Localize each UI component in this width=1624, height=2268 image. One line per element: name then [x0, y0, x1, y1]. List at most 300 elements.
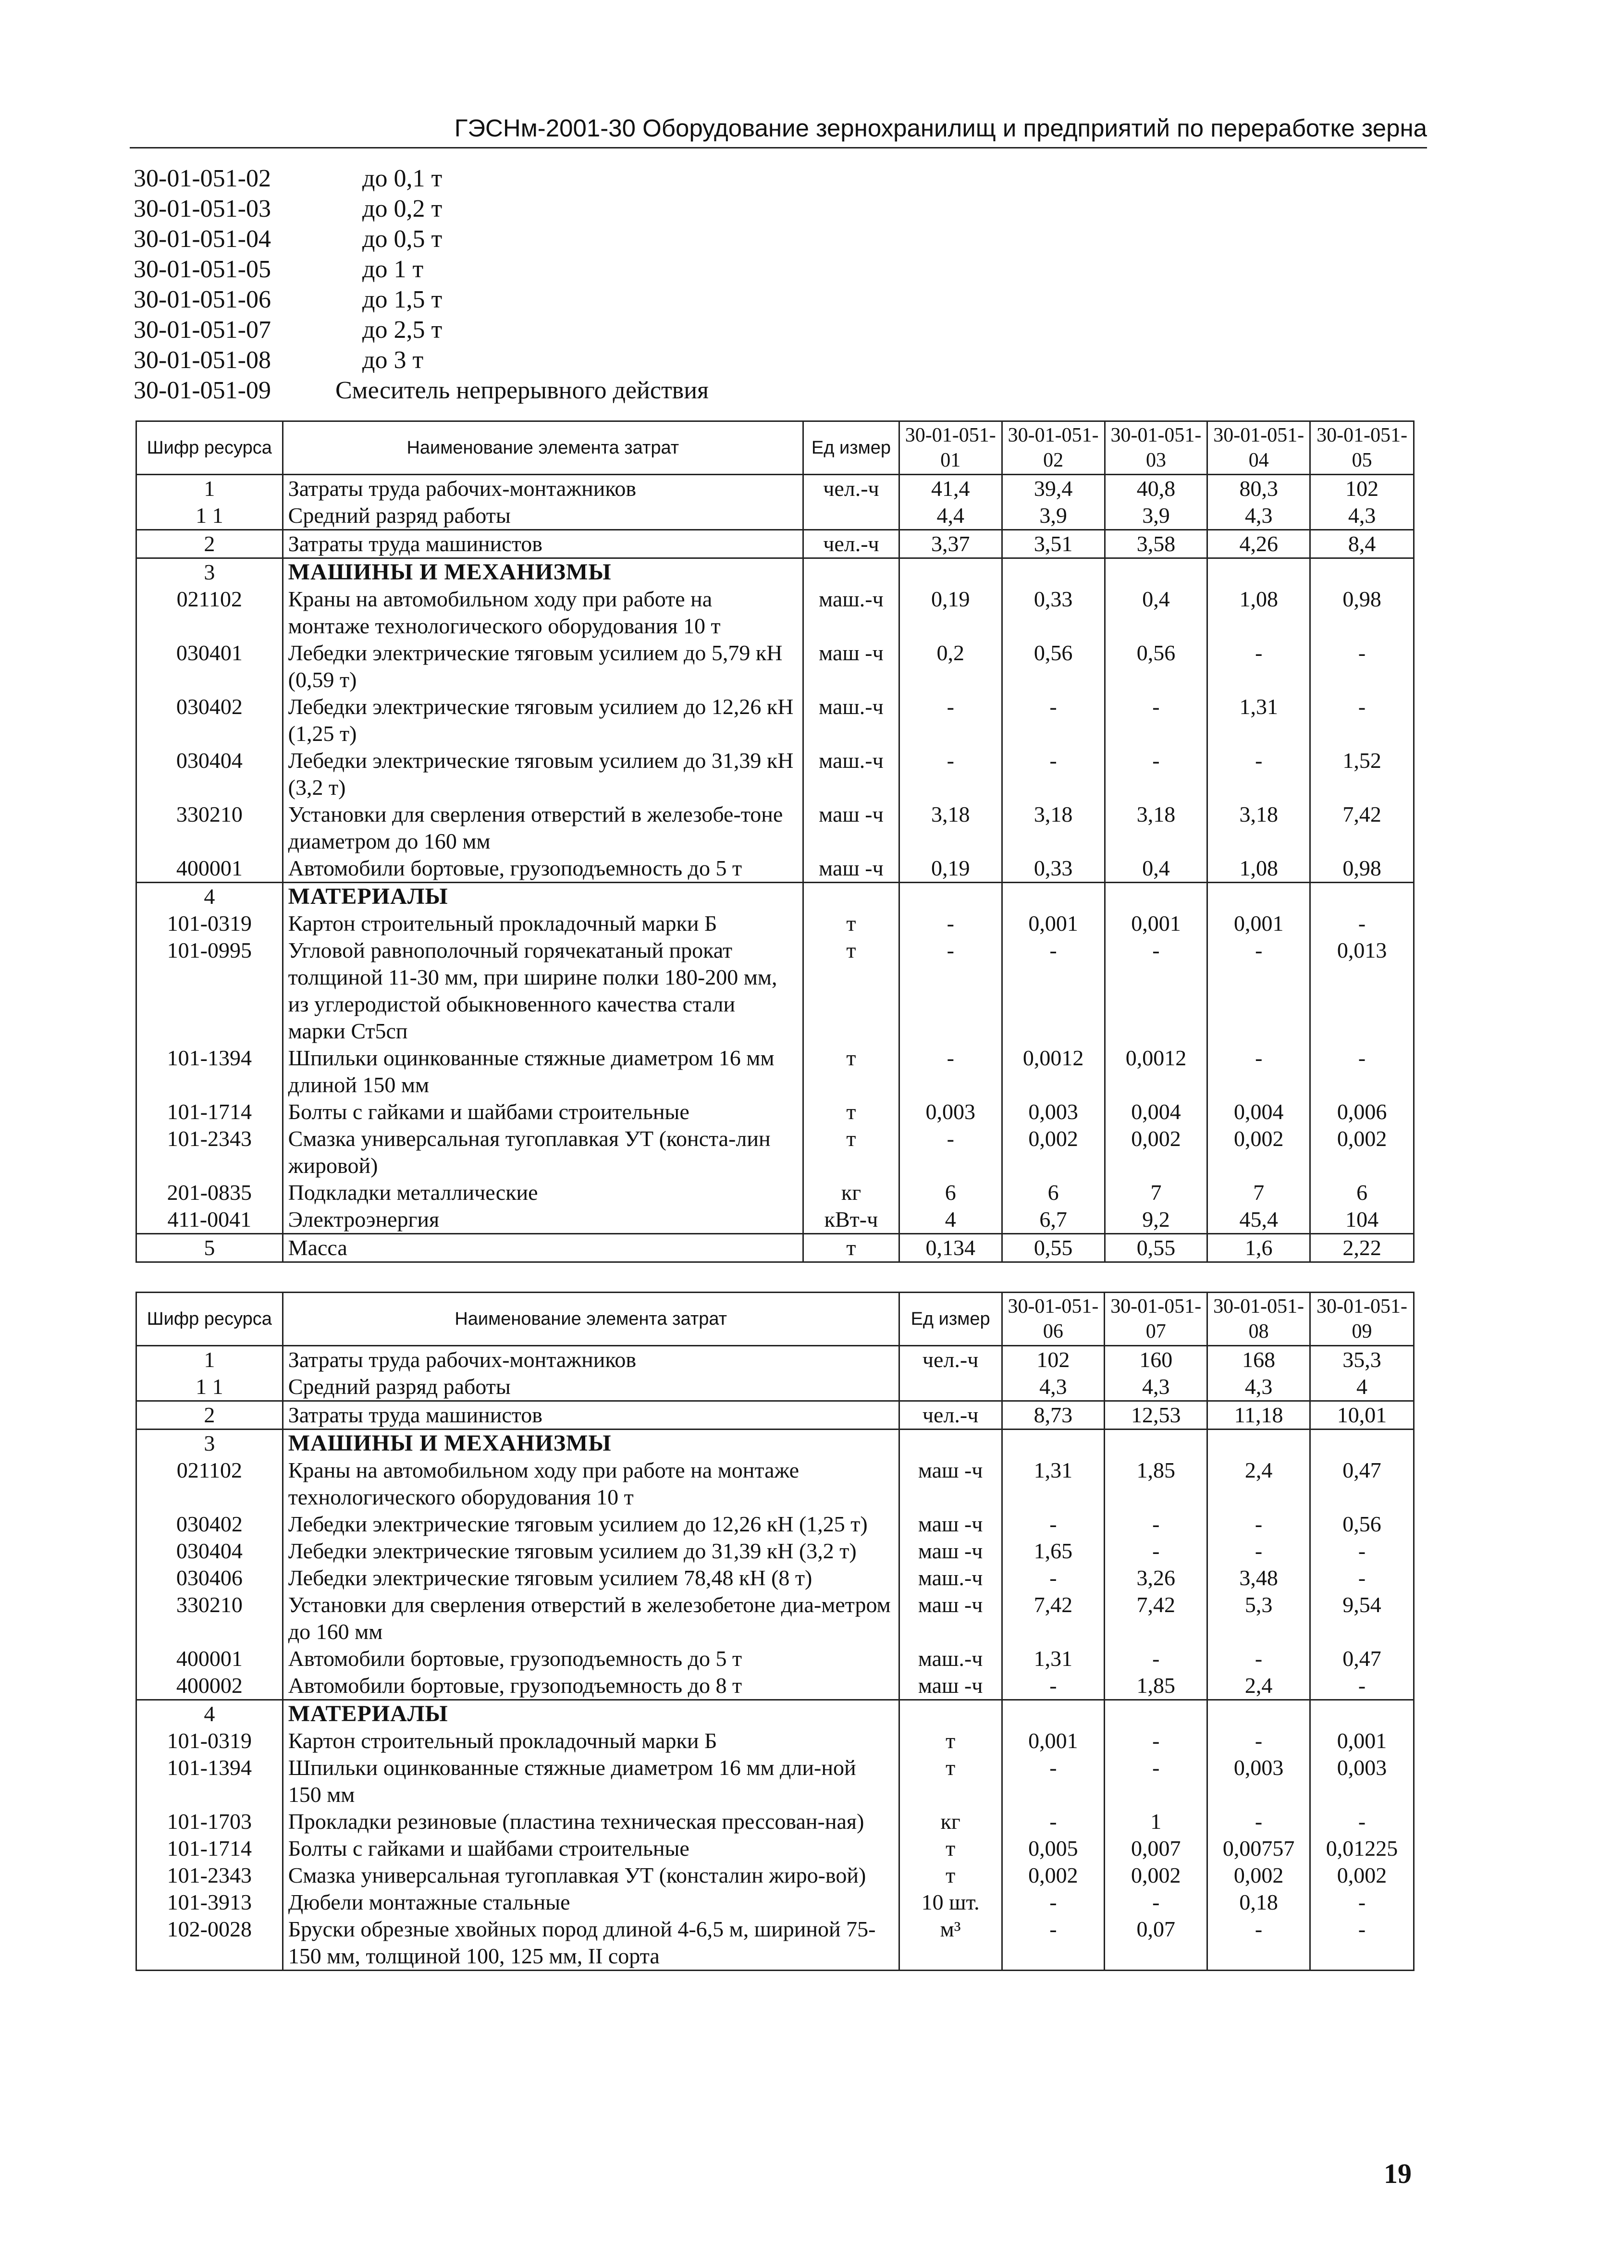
code-desc: Смеситель непрерывного действия	[335, 377, 709, 404]
resource-name: Картон строительный прокладочный марки Б	[283, 910, 803, 937]
resource-value: 4	[899, 1206, 1002, 1234]
resource-code: 400001	[136, 855, 283, 883]
resource-value: 0,002	[1002, 1862, 1105, 1889]
resource-value	[1105, 1700, 1207, 1728]
resource-value: -	[1105, 937, 1207, 1045]
resource-value: 11,18	[1207, 1401, 1310, 1430]
resource-value: 45,4	[1207, 1206, 1310, 1234]
resource-value: 1,31	[1002, 1457, 1105, 1511]
page-header	[130, 111, 1427, 148]
resource-value: -	[1105, 693, 1207, 747]
resource-code: 4	[136, 1700, 283, 1728]
resource-name: Средний разряд работы	[283, 1373, 899, 1401]
resource-name: Лебедки электрические тяговым усилием до 12,26 кН (1,25 т)	[283, 1511, 899, 1538]
table-row	[136, 1645, 1414, 1672]
code-desc: до 0,2 т	[362, 195, 443, 222]
resource-value: -	[1310, 693, 1414, 747]
column-header: 30-01-051-02	[1002, 421, 1105, 475]
resource-value: -	[899, 1125, 1002, 1179]
resource-unit: маш.-ч	[803, 693, 899, 747]
resource-unit: маш.-ч	[803, 586, 899, 640]
resource-unit: маш -ч	[803, 640, 899, 693]
resource-unit: чел.-ч	[899, 1346, 1002, 1374]
resource-value: 5,3	[1207, 1591, 1310, 1645]
resource-value: 0,004	[1105, 1098, 1207, 1125]
resource-value: 0,003	[899, 1098, 1002, 1125]
resource-value: -	[1310, 1538, 1414, 1565]
resource-unit: маш -ч	[803, 801, 899, 855]
resource-value: 0,01225	[1310, 1835, 1414, 1862]
resource-unit: чел.-ч	[803, 530, 899, 558]
resource-value: 0,002	[1310, 1125, 1414, 1179]
resource-unit	[803, 502, 899, 530]
resource-value	[1002, 1700, 1105, 1728]
resource-value: 3,48	[1207, 1565, 1310, 1591]
table-row	[136, 1727, 1414, 1754]
code-id: 30-01-051-06	[134, 286, 271, 313]
resource-value: 2,22	[1310, 1234, 1414, 1262]
resource-value: 0,001	[1002, 1727, 1105, 1754]
resource-value: 6	[1310, 1179, 1414, 1206]
resource-value: -	[1310, 1916, 1414, 1971]
page-number: 19	[1384, 2158, 1412, 2189]
resource-value: 3,18	[899, 801, 1002, 855]
resource-code: 1 1	[136, 1373, 283, 1401]
resource-name: Лебедки электрические тяговым усилием до 12,26 кН (1,25 т)	[283, 693, 803, 747]
resource-name: МАШИНЫ И МЕХАНИЗМЫ	[283, 558, 803, 586]
table-row	[136, 1591, 1414, 1645]
resource-value: -	[899, 747, 1002, 801]
resource-value: 4,3	[1207, 1373, 1310, 1401]
table-row	[136, 1835, 1414, 1862]
resource-value: 4,3	[1105, 1373, 1207, 1401]
table-row	[136, 1206, 1414, 1234]
resource-value: 0,002	[1105, 1862, 1207, 1889]
resource-code: 400002	[136, 1672, 283, 1700]
resource-code: 5	[136, 1234, 283, 1262]
resource-value	[1207, 1430, 1310, 1457]
resource-value: -	[1207, 1511, 1310, 1538]
resource-unit	[899, 1373, 1002, 1401]
resource-value: 0,004	[1207, 1098, 1310, 1125]
resource-value: 7	[1105, 1179, 1207, 1206]
resource-value: 0,0012	[1002, 1045, 1105, 1098]
resource-value: 3,58	[1105, 530, 1207, 558]
table-row	[136, 801, 1414, 855]
resource-value: 0,001	[1310, 1727, 1414, 1754]
table-row	[136, 1808, 1414, 1835]
resource-value: 9,54	[1310, 1591, 1414, 1645]
table-row	[136, 1511, 1414, 1538]
resource-unit: т	[803, 1045, 899, 1098]
resource-value: 0,55	[1002, 1234, 1105, 1262]
resource-value	[1002, 558, 1105, 586]
resource-name: МАТЕРИАЛЫ	[283, 883, 803, 911]
resource-value: 41,4	[899, 475, 1002, 503]
resource-value	[1310, 883, 1414, 911]
resource-value: 0,18	[1207, 1889, 1310, 1916]
resource-code: 101-3913	[136, 1889, 283, 1916]
resource-value: 0,19	[899, 855, 1002, 883]
table-row	[136, 693, 1414, 747]
resource-code: 102-0028	[136, 1916, 283, 1971]
resource-value: 102	[1002, 1346, 1105, 1374]
resource-unit: т	[803, 1234, 899, 1262]
resource-value: -	[1105, 747, 1207, 801]
table-row	[136, 530, 1414, 558]
column-header: 30-01-051-08	[1207, 1293, 1310, 1346]
resource-code: 101-1394	[136, 1045, 283, 1098]
resource-value: -	[1002, 1672, 1105, 1700]
resource-value: 0,001	[1105, 910, 1207, 937]
resource-value: 0,47	[1310, 1457, 1414, 1511]
resource-code: 101-0319	[136, 1727, 283, 1754]
code-desc: до 2,5 т	[362, 316, 443, 344]
resource-value: 9,2	[1105, 1206, 1207, 1234]
resource-code: 021102	[136, 1457, 283, 1511]
table-row	[136, 586, 1414, 640]
resource-value: -	[1002, 693, 1105, 747]
resource-value: 3,37	[899, 530, 1002, 558]
code-id: 30-01-051-03	[134, 195, 271, 222]
resource-value: 7,42	[1105, 1591, 1207, 1645]
resource-value: 0,003	[1002, 1098, 1105, 1125]
resource-value: -	[1105, 1889, 1207, 1916]
resource-value: -	[1002, 1889, 1105, 1916]
resource-value: -	[1207, 1645, 1310, 1672]
resource-value: 0,006	[1310, 1098, 1414, 1125]
table-row	[136, 1430, 1414, 1457]
resource-value	[1002, 1430, 1105, 1457]
table-row	[136, 1916, 1414, 1971]
resource-name: Установки для сверления отверстий в железобе-тоне диаметром до 160 мм	[283, 801, 803, 855]
resource-value: -	[1002, 1754, 1105, 1808]
resource-name: МАШИНЫ И МЕХАНИЗМЫ	[283, 1430, 899, 1457]
resource-name: Подкладки металлические	[283, 1179, 803, 1206]
resource-value	[1207, 883, 1310, 911]
resource-value: 4,3	[1207, 502, 1310, 530]
resource-value: 0,0012	[1105, 1045, 1207, 1098]
resource-value: -	[1310, 1045, 1414, 1098]
resource-value: -	[1002, 1565, 1105, 1591]
table-row	[136, 1672, 1414, 1700]
resource-code: 4	[136, 883, 283, 911]
resource-value: 0,003	[1310, 1754, 1414, 1808]
resource-value: -	[1310, 640, 1414, 693]
resource-value: 3,18	[1105, 801, 1207, 855]
resource-value: 0,001	[1002, 910, 1105, 937]
resource-code: 101-0995	[136, 937, 283, 1045]
code-desc: до 1 т	[362, 256, 424, 283]
table-row	[136, 747, 1414, 801]
resource-value: 0,007	[1105, 1835, 1207, 1862]
column-header: Наименование элемента затрат	[283, 421, 803, 475]
resource-value: 0,4	[1105, 855, 1207, 883]
code-id: 30-01-051-07	[134, 316, 271, 344]
resource-value	[1105, 883, 1207, 911]
resource-unit: кВт-ч	[803, 1206, 899, 1234]
resource-code: 2	[136, 1401, 283, 1430]
resource-unit: маш -ч	[899, 1591, 1002, 1645]
resource-value: 1,31	[1002, 1645, 1105, 1672]
resource-value: 0,33	[1002, 586, 1105, 640]
resource-value: 4	[1310, 1373, 1414, 1401]
code-id: 30-01-051-09	[134, 377, 271, 404]
resource-unit	[899, 1430, 1002, 1457]
resource-code: 411-0041	[136, 1206, 283, 1234]
resource-value: 4,26	[1207, 530, 1310, 558]
resource-value: 0,002	[1207, 1862, 1310, 1889]
resource-code: 030404	[136, 1538, 283, 1565]
table-row	[136, 558, 1414, 586]
resource-unit: маш -ч	[899, 1672, 1002, 1700]
resource-name: Дюбели монтажные стальные	[283, 1889, 899, 1916]
resource-unit: т	[899, 1727, 1002, 1754]
resource-name: Угловой равнополочный горячекатаный прокат толщиной 11-30 мм, при ширине полки 180-200 мм, из углеродистой обыкновенного качества стали марки Ст5сп	[283, 937, 803, 1045]
resource-code: 330210	[136, 801, 283, 855]
table-row	[136, 475, 1414, 503]
resource-value: 4,4	[899, 502, 1002, 530]
column-header: 30-01-051-07	[1105, 1293, 1207, 1346]
table-row	[136, 1538, 1414, 1565]
column-header: 30-01-051-01	[899, 421, 1002, 475]
resource-value: -	[1002, 1916, 1105, 1971]
resource-code: 101-0319	[136, 910, 283, 937]
resource-value	[1105, 558, 1207, 586]
resource-name: Лебедки электрические тяговым усилием 78,48 кН (8 т)	[283, 1565, 899, 1591]
resource-name: Затраты труда машинистов	[283, 530, 803, 558]
resource-unit: т	[803, 937, 899, 1045]
resource-code: 101-1714	[136, 1098, 283, 1125]
resource-value: 0,013	[1310, 937, 1414, 1045]
column-header: 30-01-051-04	[1207, 421, 1310, 475]
resource-value: -	[1310, 1672, 1414, 1700]
resource-value: -	[1105, 1538, 1207, 1565]
resource-value: 0,56	[1002, 640, 1105, 693]
resource-value: -	[1207, 1538, 1310, 1565]
resource-unit: т	[803, 1098, 899, 1125]
resource-unit: кг	[803, 1179, 899, 1206]
table-row	[136, 1401, 1414, 1430]
resource-value: 0,002	[1002, 1125, 1105, 1179]
column-header: Шифр ресурса	[136, 421, 283, 475]
resource-unit: м³	[899, 1916, 1002, 1971]
table-row	[136, 1346, 1414, 1374]
resource-value: 168	[1207, 1346, 1310, 1374]
resource-value: 3,26	[1105, 1565, 1207, 1591]
resource-code: 3	[136, 558, 283, 586]
resource-value: 102	[1310, 475, 1414, 503]
resource-unit: чел.-ч	[803, 475, 899, 503]
resource-code: 030406	[136, 1565, 283, 1591]
column-header: 30-01-051-05	[1310, 421, 1414, 475]
resource-value: -	[1105, 1645, 1207, 1672]
resource-name: Шпильки оцинкованные стяжные диаметром 16 мм дли-ной 150 мм	[283, 1754, 899, 1808]
code-desc: до 1,5 т	[362, 286, 443, 313]
resource-value: 0,98	[1310, 855, 1414, 883]
resource-code: 030402	[136, 693, 283, 747]
column-header: 30-01-051-03	[1105, 421, 1207, 475]
resource-value: -	[1002, 1511, 1105, 1538]
table-header-row	[136, 421, 1414, 475]
resource-name: Картон строительный прокладочный марки Б	[283, 1727, 899, 1754]
resource-value: -	[1207, 640, 1310, 693]
table-row	[136, 1889, 1414, 1916]
resource-name: Смазка универсальная тугоплавкая УТ (консталин жиро-вой)	[283, 1862, 899, 1889]
resource-unit: кг	[899, 1808, 1002, 1835]
resource-value: 1,85	[1105, 1672, 1207, 1700]
resource-code: 101-1714	[136, 1835, 283, 1862]
resource-value: 1,08	[1207, 586, 1310, 640]
resource-code: 101-1703	[136, 1808, 283, 1835]
resource-value	[1105, 1430, 1207, 1457]
code-desc: до 3 т	[362, 346, 424, 374]
resource-value: 2,4	[1207, 1457, 1310, 1511]
resource-value: 1,08	[1207, 855, 1310, 883]
resource-unit	[803, 558, 899, 586]
resource-unit: т	[803, 1125, 899, 1179]
resource-value: -	[1207, 1808, 1310, 1835]
resource-value	[1207, 558, 1310, 586]
code-id: 30-01-051-08	[134, 346, 271, 374]
resource-value: 10,01	[1310, 1401, 1414, 1430]
column-header: Ед измер	[899, 1293, 1002, 1346]
resource-value	[899, 883, 1002, 911]
resource-value: -	[1207, 1727, 1310, 1754]
resource-value: -	[1105, 1727, 1207, 1754]
resource-name: Автомобили бортовые, грузоподъемность до 5 т	[283, 1645, 899, 1672]
resource-name: Болты с гайками и шайбами строительные	[283, 1835, 899, 1862]
table-header-row	[136, 1293, 1414, 1346]
resource-value: 0,002	[1310, 1862, 1414, 1889]
resource-code: 030401	[136, 640, 283, 693]
resource-unit: т	[899, 1754, 1002, 1808]
code-desc: до 0,1 т	[362, 165, 443, 192]
resource-value: 1,31	[1207, 693, 1310, 747]
resource-unit	[899, 1700, 1002, 1728]
resource-value: 1,65	[1002, 1538, 1105, 1565]
resource-value: 104	[1310, 1206, 1414, 1234]
resource-value: 0,005	[1002, 1835, 1105, 1862]
resource-code: 101-2343	[136, 1125, 283, 1179]
resource-name: Лебедки электрические тяговым усилием до 31,39 кН (3,2 т)	[283, 1538, 899, 1565]
resource-unit: т	[899, 1835, 1002, 1862]
table-row	[136, 1098, 1414, 1125]
resource-value: 2,4	[1207, 1672, 1310, 1700]
resource-name: Бруски обрезные хвойных пород длиной 4-6,5 м, шириной 75-150 мм, толщиной 100, 125 мм, II сорта	[283, 1916, 899, 1971]
resource-unit: т	[899, 1862, 1002, 1889]
table-row	[136, 1700, 1414, 1728]
resource-value: -	[1207, 1045, 1310, 1098]
resource-value: 1,52	[1310, 747, 1414, 801]
resource-value: -	[899, 937, 1002, 1045]
resource-name: Краны на автомобильном ходу при работе на монтаже технологического оборудования 10 т	[283, 586, 803, 640]
resource-code: 101-1394	[136, 1754, 283, 1808]
resource-code: 101-2343	[136, 1862, 283, 1889]
resource-value: 1,85	[1105, 1457, 1207, 1511]
resource-name: Масса	[283, 1234, 803, 1262]
resource-value: 6	[1002, 1179, 1105, 1206]
code-id: 30-01-051-02	[134, 165, 271, 192]
column-header: Наименование элемента затрат	[283, 1293, 899, 1346]
resource-value: 0,4	[1105, 586, 1207, 640]
resource-table-1	[135, 420, 1415, 1263]
resource-value: -	[1207, 1916, 1310, 1971]
resource-name: МАТЕРИАЛЫ	[283, 1700, 899, 1728]
resource-value: -	[1002, 1808, 1105, 1835]
resource-name: Затраты труда рабочих-монтажников	[283, 475, 803, 503]
resource-unit	[803, 883, 899, 911]
resource-value: -	[1002, 747, 1105, 801]
table-row	[136, 640, 1414, 693]
resource-value: -	[1105, 1511, 1207, 1538]
table-row	[136, 1754, 1414, 1808]
resource-name: Смазка универсальная тугоплавкая УТ (конста-лин жировой)	[283, 1125, 803, 1179]
resource-code: 400001	[136, 1645, 283, 1672]
resource-code: 021102	[136, 586, 283, 640]
resource-value: 1,6	[1207, 1234, 1310, 1262]
resource-value: 0,47	[1310, 1645, 1414, 1672]
table-row	[136, 1373, 1414, 1401]
resource-value: 0,002	[1207, 1125, 1310, 1179]
resource-value: -	[1207, 937, 1310, 1045]
resource-name: Затраты труда машинистов	[283, 1401, 899, 1430]
table-row	[136, 1234, 1414, 1262]
resource-value: -	[1207, 747, 1310, 801]
resource-code: 3	[136, 1430, 283, 1457]
resource-value: 0,002	[1105, 1125, 1207, 1179]
column-header: Шифр ресурса	[136, 1293, 283, 1346]
resource-table-2	[135, 1292, 1415, 1971]
resource-value: 4,3	[1310, 502, 1414, 530]
resource-value: -	[899, 910, 1002, 937]
resource-unit: маш.-ч	[899, 1565, 1002, 1591]
resource-value: -	[899, 1045, 1002, 1098]
resource-value: 6	[899, 1179, 1002, 1206]
resource-value: -	[1310, 1889, 1414, 1916]
resource-value: 1	[1105, 1808, 1207, 1835]
table-row	[136, 910, 1414, 937]
resource-value: 3,9	[1105, 502, 1207, 530]
resource-value: -	[1002, 937, 1105, 1045]
resource-value	[1310, 1430, 1414, 1457]
resource-value: -	[1105, 1754, 1207, 1808]
resource-value: 39,4	[1002, 475, 1105, 503]
resource-value: 0,98	[1310, 586, 1414, 640]
resource-value: 3,18	[1002, 801, 1105, 855]
resource-name: Средний разряд работы	[283, 502, 803, 530]
resource-value: 0,33	[1002, 855, 1105, 883]
resource-code: 030404	[136, 747, 283, 801]
resource-value: -	[899, 693, 1002, 747]
column-header: 30-01-051-09	[1310, 1293, 1414, 1346]
code-id: 30-01-051-05	[134, 256, 271, 283]
resource-value: 8,4	[1310, 530, 1414, 558]
resource-value: 0,56	[1310, 1511, 1414, 1538]
resource-name: Болты с гайками и шайбами строительные	[283, 1098, 803, 1125]
resource-value: 0,56	[1105, 640, 1207, 693]
table-row	[136, 502, 1414, 530]
resource-code: 330210	[136, 1591, 283, 1645]
resource-name: Шпильки оцинкованные стяжные диаметром 16 мм длиной 150 мм	[283, 1045, 803, 1098]
resource-value: 8,73	[1002, 1401, 1105, 1430]
resource-code: 030402	[136, 1511, 283, 1538]
table-row	[136, 1045, 1414, 1098]
resource-name: Электроэнергия	[283, 1206, 803, 1234]
resource-name: Краны на автомобильном ходу при работе на монтаже технологического оборудования 10 т	[283, 1457, 899, 1511]
table-row	[136, 883, 1414, 911]
resource-value	[1002, 883, 1105, 911]
